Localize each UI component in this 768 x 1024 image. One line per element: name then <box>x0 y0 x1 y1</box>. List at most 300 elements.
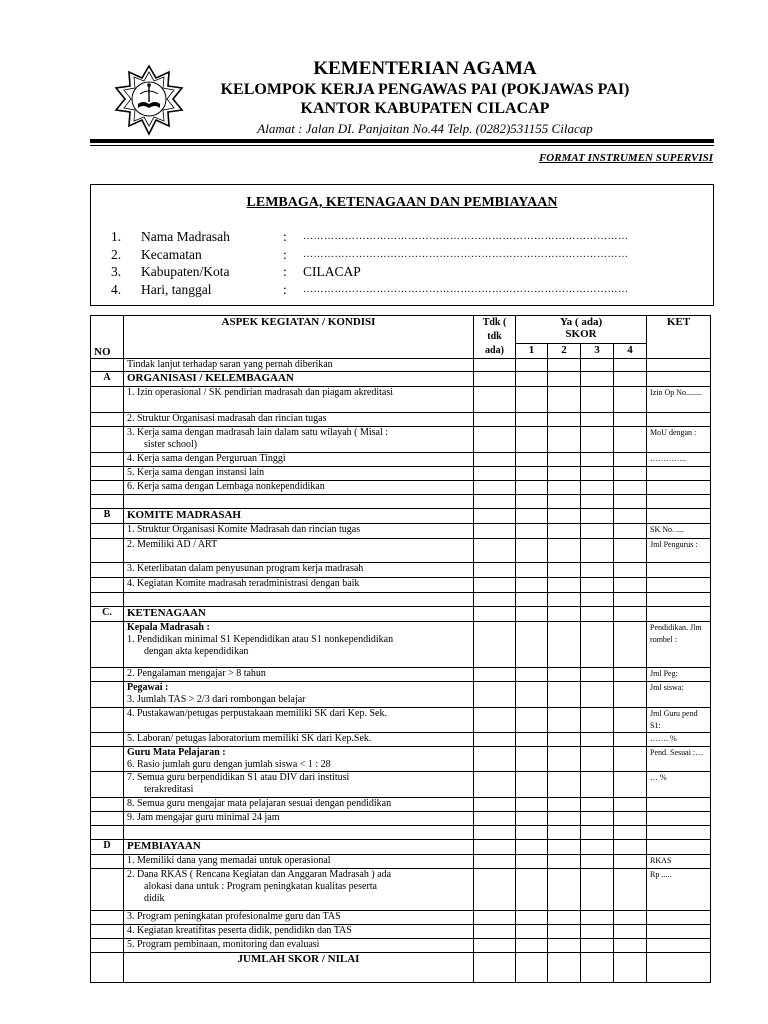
score-4-cell[interactable] <box>614 453 647 467</box>
total-score-cell[interactable] <box>581 953 614 983</box>
score-2-cell[interactable] <box>548 682 581 708</box>
tdk-cell[interactable] <box>474 467 516 481</box>
row-aspect <box>124 563 474 578</box>
score-4-cell[interactable] <box>614 372 647 387</box>
row-no <box>91 772 124 798</box>
tdk-cell[interactable] <box>474 812 516 826</box>
ket-cell[interactable] <box>647 840 711 855</box>
score-1-cell[interactable] <box>516 682 548 708</box>
score-4-cell[interactable] <box>614 812 647 826</box>
ket-cell[interactable]: MoU dengan : <box>647 427 711 453</box>
tdk-cell[interactable] <box>474 622 516 668</box>
score-3-cell[interactable] <box>581 747 614 772</box>
ket-cell[interactable]: … % <box>647 772 711 798</box>
score-2-cell[interactable] <box>548 453 581 467</box>
table-row <box>91 869 711 911</box>
score-1-cell[interactable] <box>516 578 548 593</box>
score-1-cell[interactable] <box>516 855 548 869</box>
ket-cell[interactable]: Izin Op No........ <box>647 387 711 413</box>
score-1-cell[interactable] <box>516 453 548 467</box>
identity-num: 1. <box>111 229 122 244</box>
aspect-text: 4. Kegiatan Komite madrasah teradministrasi dengan baik <box>127 578 360 589</box>
ket-cell[interactable] <box>647 413 711 427</box>
row-aspect <box>124 747 474 772</box>
aspect-text: 4. Kerja sama dengan Perguruan Tinggi <box>127 453 286 464</box>
score-3-cell[interactable] <box>581 372 614 387</box>
score-1-cell[interactable] <box>516 798 548 812</box>
score-1-cell[interactable] <box>516 733 548 747</box>
score-2-cell[interactable] <box>548 869 581 911</box>
score-3-cell[interactable] <box>581 578 614 593</box>
table-row <box>91 495 711 509</box>
ket-cell[interactable] <box>647 495 711 509</box>
score-3-cell[interactable] <box>581 467 614 481</box>
ket-cell[interactable] <box>647 826 711 840</box>
score-2-cell[interactable] <box>548 668 581 682</box>
score-2-cell[interactable] <box>548 798 581 812</box>
table-row <box>91 387 711 413</box>
table-row <box>91 607 711 622</box>
score-1-cell[interactable] <box>516 509 548 524</box>
tdk-cell[interactable] <box>474 413 516 427</box>
score-3-cell[interactable] <box>581 413 614 427</box>
format-label: FORMAT INSTRUMEN SUPERVISI <box>538 152 713 164</box>
score-4-cell[interactable] <box>614 524 647 539</box>
ket-cell[interactable] <box>647 812 711 826</box>
table-row <box>91 826 711 840</box>
aspect-text: KETENAGAAN <box>127 607 206 619</box>
score-3-cell[interactable] <box>581 387 614 413</box>
ket-cell[interactable] <box>647 359 711 372</box>
score-2-cell[interactable] <box>548 372 581 387</box>
kemenag-logo <box>110 64 188 136</box>
score-2-cell[interactable] <box>548 593 581 607</box>
tdk-cell[interactable] <box>474 387 516 413</box>
ket-cell[interactable] <box>647 481 711 495</box>
row-aspect <box>124 593 474 607</box>
aspect-text: 6. Rasio jumlah guru dengan jumlah siswa < 1 : 28 <box>127 759 331 770</box>
score-3-cell[interactable] <box>581 481 614 495</box>
identity-colon: : <box>283 264 287 279</box>
table-row <box>91 668 711 682</box>
ket-cell[interactable] <box>647 578 711 593</box>
score-2-cell[interactable] <box>548 509 581 524</box>
score-4-cell[interactable] <box>614 939 647 953</box>
row-aspect <box>124 939 474 953</box>
ket-cell[interactable] <box>647 563 711 578</box>
score-3-cell[interactable] <box>581 563 614 578</box>
score-4-cell[interactable] <box>614 708 647 733</box>
ket-cell[interactable] <box>647 509 711 524</box>
table-row <box>91 539 711 563</box>
ket-cell[interactable]: Jml Pengurus : <box>647 539 711 563</box>
score-3-cell[interactable] <box>581 607 614 622</box>
score-2-cell[interactable] <box>548 413 581 427</box>
row-aspect <box>124 509 474 524</box>
score-2-cell[interactable] <box>548 607 581 622</box>
score-2-cell[interactable] <box>548 772 581 798</box>
score-4-cell[interactable] <box>614 427 647 453</box>
score-1-cell[interactable] <box>516 467 548 481</box>
score-3-cell[interactable] <box>581 524 614 539</box>
score-1-cell[interactable] <box>516 481 548 495</box>
score-4-cell[interactable] <box>614 509 647 524</box>
row-no <box>91 622 124 668</box>
score-2-cell[interactable] <box>548 563 581 578</box>
row-no <box>91 682 124 708</box>
table-row <box>91 925 711 939</box>
score-1-cell[interactable] <box>516 427 548 453</box>
score-4-cell[interactable] <box>614 733 647 747</box>
table-row <box>91 747 711 772</box>
score-1-cell[interactable] <box>516 607 548 622</box>
row-aspect <box>124 826 474 840</box>
score-1-cell[interactable] <box>516 911 548 925</box>
score-2-cell[interactable] <box>548 481 581 495</box>
table-row <box>91 372 711 387</box>
header-ya-skor <box>516 316 647 344</box>
ket-cell[interactable]: Jml Peg: <box>647 668 711 682</box>
score-4-cell[interactable] <box>614 668 647 682</box>
identity-colon: : <box>283 282 287 297</box>
subsection-label: Kepala Madrasah : <box>127 622 210 633</box>
header-score-4: 4 <box>614 343 647 358</box>
score-2-cell[interactable] <box>548 747 581 772</box>
row-aspect <box>124 840 474 855</box>
aspect-text: 4. Kegiatan kreatifitas peserta didik, pendidikn dan TAS <box>127 925 352 936</box>
score-2-cell[interactable] <box>548 524 581 539</box>
aspect-text: 7. Semua guru berpendidikan S1 atau DIV dari institusi <box>127 772 350 783</box>
total-score-cell[interactable] <box>614 953 647 983</box>
identity-label: Nama Madrasah <box>141 229 230 244</box>
aspect-text: 4. Pustakawan/petugas perpustakaan memiliki SK dari Kep. Sek. <box>127 708 387 719</box>
row-no <box>91 911 124 925</box>
score-4-cell[interactable] <box>614 359 647 372</box>
score-2-cell[interactable] <box>548 812 581 826</box>
score-1-cell[interactable] <box>516 413 548 427</box>
tdk-cell[interactable] <box>474 855 516 869</box>
table-row <box>91 733 711 747</box>
tdk-cell[interactable] <box>474 733 516 747</box>
score-2-cell[interactable] <box>548 925 581 939</box>
aspect-text: 2. Struktur Organisasi madrasah dan rincian tugas <box>127 413 327 424</box>
tdk-cell[interactable] <box>474 524 516 539</box>
tdk-cell[interactable] <box>474 708 516 733</box>
identity-colon: : <box>283 247 287 262</box>
table-row <box>91 593 711 607</box>
tdk-cell[interactable] <box>474 939 516 953</box>
score-4-cell[interactable] <box>614 798 647 812</box>
ket-cell[interactable] <box>647 798 711 812</box>
header-tdk: Tdk ( tdk ada) <box>474 316 516 359</box>
ket-cell[interactable] <box>647 939 711 953</box>
score-4-cell[interactable] <box>614 840 647 855</box>
aspect-text: 6. Kerja sama dengan Lembaga nonkependidikan <box>127 481 325 492</box>
score-4-cell[interactable] <box>614 622 647 668</box>
ket-cell[interactable]: SK No. .... <box>647 524 711 539</box>
tdk-cell[interactable] <box>474 798 516 812</box>
score-1-cell[interactable] <box>516 826 548 840</box>
tdk-cell[interactable] <box>474 539 516 563</box>
score-3-cell[interactable] <box>581 826 614 840</box>
score-2-cell[interactable] <box>548 622 581 668</box>
total-score-cell[interactable] <box>548 953 581 983</box>
row-no <box>91 467 124 481</box>
score-1-cell[interactable] <box>516 772 548 798</box>
tdk-cell[interactable] <box>474 747 516 772</box>
ket-cell[interactable]: ………….. <box>647 453 711 467</box>
ket-cell[interactable] <box>647 467 711 481</box>
row-aspect <box>124 733 474 747</box>
score-3-cell[interactable] <box>581 925 614 939</box>
identity-label: Kabupaten/Kota <box>141 264 230 279</box>
score-4-cell[interactable] <box>614 682 647 708</box>
score-2-cell[interactable] <box>548 855 581 869</box>
score-3-cell[interactable] <box>581 495 614 509</box>
header-score-3: 3 <box>581 343 614 358</box>
score-1-cell[interactable] <box>516 840 548 855</box>
score-4-cell[interactable] <box>614 911 647 925</box>
row-aspect <box>124 372 474 387</box>
score-2-cell[interactable] <box>548 733 581 747</box>
score-1-cell[interactable] <box>516 668 548 682</box>
ket-cell[interactable] <box>647 593 711 607</box>
row-no <box>91 939 124 953</box>
aspect-text: 2. Pengalaman mengajar > 8 tahun <box>127 668 266 679</box>
score-2-cell[interactable] <box>548 359 581 372</box>
total-tdk-cell[interactable] <box>474 953 516 983</box>
score-3-cell[interactable] <box>581 855 614 869</box>
tdk-cell[interactable] <box>474 925 516 939</box>
table-row <box>91 563 711 578</box>
tdk-cell[interactable] <box>474 869 516 911</box>
header-skor: SKOR <box>565 328 597 340</box>
aspect-text: Tindak lanjut terhadap saran yang pernah diberikan <box>127 359 333 370</box>
tdk-cell[interactable] <box>474 563 516 578</box>
table-body <box>91 359 711 953</box>
score-4-cell[interactable] <box>614 925 647 939</box>
score-1-cell[interactable] <box>516 939 548 953</box>
row-no <box>91 427 124 453</box>
row-aspect <box>124 607 474 622</box>
score-4-cell[interactable] <box>614 747 647 772</box>
score-3-cell[interactable] <box>581 453 614 467</box>
aspect-text-cont: sister school) <box>144 439 198 450</box>
total-ket-cell[interactable] <box>647 953 711 983</box>
row-no <box>91 925 124 939</box>
score-3-cell[interactable] <box>581 733 614 747</box>
row-aspect <box>124 812 474 826</box>
ket-cell[interactable] <box>647 607 711 622</box>
ket-cell[interactable]: RKAS <box>647 855 711 869</box>
tdk-cell[interactable] <box>474 481 516 495</box>
score-1-cell[interactable] <box>516 524 548 539</box>
ket-cell[interactable]: Jml siswa: <box>647 682 711 708</box>
score-4-cell[interactable] <box>614 855 647 869</box>
tdk-cell[interactable] <box>474 668 516 682</box>
ket-cell[interactable]: Rp ..... <box>647 869 711 911</box>
tdk-cell[interactable] <box>474 911 516 925</box>
row-aspect <box>124 798 474 812</box>
score-3-cell[interactable] <box>581 798 614 812</box>
score-3-cell[interactable] <box>581 682 614 708</box>
aspect-text: ORGANISASI / KELEMBAGAAN <box>127 372 294 384</box>
score-4-cell[interactable] <box>614 578 647 593</box>
score-1-cell[interactable] <box>516 812 548 826</box>
score-4-cell[interactable] <box>614 826 647 840</box>
score-3-cell[interactable] <box>581 509 614 524</box>
score-4-cell[interactable] <box>614 772 647 798</box>
score-2-cell[interactable] <box>548 826 581 840</box>
score-2-cell[interactable] <box>548 387 581 413</box>
score-3-cell[interactable] <box>581 812 614 826</box>
table-row <box>91 413 711 427</box>
score-2-cell[interactable] <box>548 495 581 509</box>
score-1-cell[interactable] <box>516 747 548 772</box>
score-3-cell[interactable] <box>581 911 614 925</box>
score-1-cell[interactable] <box>516 708 548 733</box>
score-3-cell[interactable] <box>581 593 614 607</box>
score-4-cell[interactable] <box>614 481 647 495</box>
row-aspect <box>124 467 474 481</box>
aspect-text: 3. Jumlah TAS > 2/3 dari rombongan belajar <box>127 694 306 705</box>
score-4-cell[interactable] <box>614 413 647 427</box>
row-aspect <box>124 772 474 798</box>
score-1-cell[interactable] <box>516 359 548 372</box>
identity-value-field[interactable]: ………………………………………………………………………………… <box>303 284 629 295</box>
header-score-1: 1 <box>516 343 548 358</box>
row-aspect <box>124 359 474 372</box>
identity-value-field[interactable]: ………………………………………………………………………………… <box>303 249 629 260</box>
score-2-cell[interactable] <box>548 911 581 925</box>
score-2-cell[interactable] <box>548 939 581 953</box>
score-1-cell[interactable] <box>516 387 548 413</box>
tdk-cell[interactable] <box>474 359 516 372</box>
tdk-cell[interactable] <box>474 607 516 622</box>
score-4-cell[interactable] <box>614 467 647 481</box>
score-2-cell[interactable] <box>548 467 581 481</box>
table-row <box>91 840 711 855</box>
score-4-cell[interactable] <box>614 563 647 578</box>
subsection-label: Guru Mata Pelajaran : <box>127 747 226 758</box>
subsection-label: Pegawai : <box>127 682 169 693</box>
tdk-cell[interactable] <box>474 826 516 840</box>
score-1-cell[interactable] <box>516 372 548 387</box>
row-aspect <box>124 708 474 733</box>
ket-cell[interactable]: Pend. Sesuai :… <box>647 747 711 772</box>
ket-cell[interactable]: Pendidikan. Jlm rombel : <box>647 622 711 668</box>
aspect-text: 5. Kerja sama dengan instansi lain <box>127 467 265 478</box>
score-4-cell[interactable] <box>614 539 647 563</box>
row-aspect <box>124 911 474 925</box>
identity-label: Kecamatan <box>141 247 202 262</box>
score-1-cell[interactable] <box>516 925 548 939</box>
score-2-cell[interactable] <box>548 427 581 453</box>
score-3-cell[interactable] <box>581 869 614 911</box>
score-3-cell[interactable] <box>581 539 614 563</box>
aspect-text: PEMBIAYAAN <box>127 840 201 852</box>
tdk-cell[interactable] <box>474 840 516 855</box>
score-1-cell[interactable] <box>516 563 548 578</box>
score-3-cell[interactable] <box>581 668 614 682</box>
aspect-text: 3. Keterlibatan dalam penyusunan program kerja madrasah <box>127 563 364 574</box>
score-2-cell[interactable] <box>548 539 581 563</box>
score-1-cell[interactable] <box>516 539 548 563</box>
aspect-text: 2. Memiliki AD / ART <box>127 539 218 550</box>
table-row <box>91 481 711 495</box>
score-4-cell[interactable] <box>614 607 647 622</box>
identity-value-field[interactable]: CILACAP <box>303 264 361 279</box>
score-4-cell[interactable] <box>614 495 647 509</box>
aspect-text: 1. Pendidikan minimal S1 Kependidikan atau S1 nonkependidikan <box>127 634 394 645</box>
row-no: B <box>91 509 124 524</box>
score-2-cell[interactable] <box>548 840 581 855</box>
score-3-cell[interactable] <box>581 427 614 453</box>
row-aspect <box>124 524 474 539</box>
ket-cell[interactable] <box>647 925 711 939</box>
tdk-cell[interactable] <box>474 772 516 798</box>
table-row <box>91 812 711 826</box>
ministry-title: KEMENTERIAN AGAMA <box>313 58 537 79</box>
tdk-cell[interactable] <box>474 682 516 708</box>
aspect-text: 1. Struktur Organisasi Komite Madrasah dan rincian tugas <box>127 524 361 535</box>
score-3-cell[interactable] <box>581 622 614 668</box>
score-3-cell[interactable] <box>581 840 614 855</box>
table-row <box>91 359 711 372</box>
score-1-cell[interactable] <box>516 495 548 509</box>
score-3-cell[interactable] <box>581 359 614 372</box>
score-4-cell[interactable] <box>614 387 647 413</box>
score-4-cell[interactable] <box>614 593 647 607</box>
tdk-cell[interactable] <box>474 453 516 467</box>
score-1-cell[interactable] <box>516 593 548 607</box>
ket-cell[interactable]: Jml Guru pend S1: <box>647 708 711 733</box>
row-no <box>91 747 124 772</box>
score-2-cell[interactable] <box>548 578 581 593</box>
score-3-cell[interactable] <box>581 939 614 953</box>
row-no <box>91 413 124 427</box>
aspect-text: 3. Program peningkatan profesionalme guru dan TAS <box>127 911 341 922</box>
score-3-cell[interactable] <box>581 708 614 733</box>
score-4-cell[interactable] <box>614 869 647 911</box>
ket-cell[interactable] <box>647 911 711 925</box>
tdk-cell[interactable] <box>474 578 516 593</box>
row-no: A <box>91 372 124 387</box>
aspect-text: 5. Program pembinaan, monitoring dan evaluasi <box>127 939 320 950</box>
tdk-cell[interactable] <box>474 372 516 387</box>
score-3-cell[interactable] <box>581 772 614 798</box>
tdk-cell[interactable] <box>474 509 516 524</box>
ket-cell[interactable] <box>647 372 711 387</box>
score-1-cell[interactable] <box>516 869 548 911</box>
tdk-cell[interactable] <box>474 427 516 453</box>
tdk-cell[interactable] <box>474 593 516 607</box>
row-no <box>91 481 124 495</box>
row-no <box>91 798 124 812</box>
aspect-text: 1. Izin operasional / SK pendirian madrasah dan piagam akreditasi <box>127 387 394 398</box>
row-aspect <box>124 622 474 668</box>
row-aspect <box>124 925 474 939</box>
identity-value-field[interactable]: ………………………………………………………………………………… <box>303 231 629 242</box>
tdk-cell[interactable] <box>474 495 516 509</box>
total-score-cell[interactable] <box>516 953 548 983</box>
row-aspect <box>124 578 474 593</box>
aspect-text: 2. Dana RKAS ( Rencana Kegiatan dan Anggaran Madrasah ) ada <box>127 869 392 880</box>
score-2-cell[interactable] <box>548 708 581 733</box>
table-row <box>91 911 711 925</box>
score-1-cell[interactable] <box>516 622 548 668</box>
ket-cell[interactable]: ……. % <box>647 733 711 747</box>
